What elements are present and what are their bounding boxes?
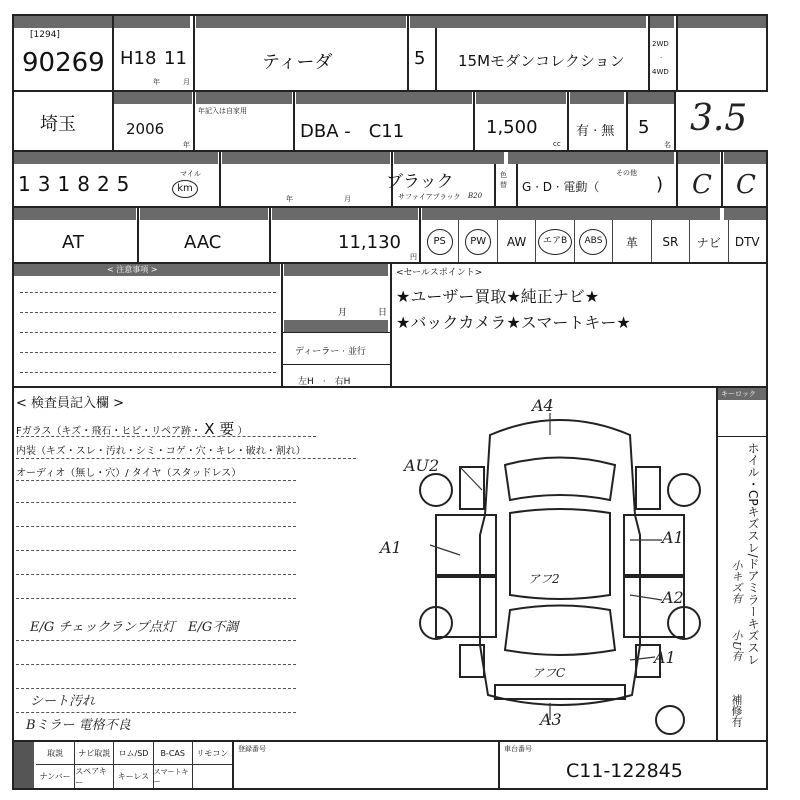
header-strip <box>422 208 720 220</box>
options-other: その他 <box>616 169 637 177</box>
inspector-label: < 検査員記入欄 > <box>16 396 125 411</box>
recycle-fee: 11,130 <box>338 232 401 253</box>
damage-roof: アフ2 <box>528 572 560 586</box>
header-strip <box>724 208 766 220</box>
aircon: AAC <box>184 232 222 253</box>
equipment-cell <box>729 220 766 264</box>
header-strip <box>394 152 504 164</box>
car-damage-diagram <box>400 395 720 740</box>
equipment-aw: AW <box>506 235 527 249</box>
bumper-rear <box>495 685 625 699</box>
accessory-manual: 取説 <box>36 742 75 765</box>
mileage-digit: 1 <box>57 172 71 196</box>
equipment-dtv: DTV <box>734 235 760 249</box>
notes-day: 日 <box>378 308 388 318</box>
header-strip <box>14 16 112 28</box>
mileage <box>18 172 178 200</box>
year-ad: 2006 <box>126 120 165 138</box>
seats: 5 <box>638 117 650 138</box>
side-panel-label: キーロック <box>721 390 756 398</box>
wheel-front-left <box>420 474 452 506</box>
year-unit: 年 <box>153 78 160 86</box>
accessory-rom-sd: ロム/SD <box>114 742 153 765</box>
row3-month-unit: 月 <box>344 195 351 203</box>
equipment-cell <box>575 220 613 264</box>
equipment-leather: 革 <box>625 235 638 250</box>
year-ad-unit: 年 <box>183 141 190 149</box>
car-outline <box>480 420 640 705</box>
windshield <box>505 458 615 501</box>
lot-number: 90269 <box>22 48 105 78</box>
lot-tag: [1294] <box>30 30 60 40</box>
chassis-number: C11-122845 <box>566 760 683 782</box>
damage-a1-rear: A1 <box>654 648 676 667</box>
mileage-digit: 3 <box>37 172 51 196</box>
displacement: 1,500 <box>486 117 538 138</box>
dealer-parallel: ディーラー · 並行 <box>295 347 366 357</box>
glass-close: ） <box>237 426 248 437</box>
glass-text: Fガラス（キズ・飛石・ヒビ・リペア跡・ <box>16 426 202 437</box>
color: ブラック <box>386 172 454 192</box>
drive-2wd: 2WD <box>652 40 669 48</box>
equipment-cell <box>690 220 728 264</box>
color-detail: サファイアブラック <box>398 193 461 201</box>
header-strip <box>222 152 390 164</box>
header-strip <box>508 152 674 164</box>
accessory-keyless: キーレス <box>114 765 153 788</box>
accessory-empty <box>193 765 232 788</box>
header-strip <box>296 92 472 104</box>
grade: 15Mモダンコレクション <box>458 52 625 70</box>
mileage-digit: 5 <box>116 172 130 196</box>
row3-year-unit: 年 <box>286 195 293 203</box>
header-strip <box>114 16 190 28</box>
notes-month: 月 <box>338 308 348 318</box>
year-era: H18 <box>120 48 157 69</box>
damage-trunk: アフC <box>532 666 566 680</box>
header-strip <box>14 208 136 220</box>
door-right-rear <box>624 577 684 637</box>
header-strip <box>570 92 624 104</box>
mile-label: マイル <box>180 170 201 178</box>
header-strip <box>650 16 674 28</box>
damage-a2: A2 <box>662 588 684 607</box>
door-left-front <box>436 515 496 575</box>
header-strip <box>628 92 674 104</box>
equipment-cell <box>652 220 690 264</box>
header-strip <box>272 208 418 220</box>
reg-note: 年記入は自家用 <box>198 107 247 115</box>
damage-a3: A3 <box>540 710 562 729</box>
damage-a1-right: A1 <box>662 528 684 547</box>
annotation-line <box>460 467 482 490</box>
equipment-cell <box>459 220 497 264</box>
glass-mark: X 要 <box>204 420 235 438</box>
accessories-grid <box>36 742 232 788</box>
interior-grade: C <box>692 170 712 200</box>
handwritten-engine-note: E/G チェックランプ点灯 E/G不調 <box>30 620 239 635</box>
km-circle: km <box>172 180 198 198</box>
equipment-ps: PS <box>427 229 453 255</box>
header-strip <box>410 16 646 28</box>
drive-4wd: 4WD <box>652 68 669 76</box>
month-unit: 月 <box>183 78 190 86</box>
accessory-navi-manual: ナビ取説 <box>75 742 114 765</box>
equipment-airbag: エアB <box>538 229 572 255</box>
header-strip <box>678 16 766 28</box>
mileage-digit: 1 <box>18 172 31 196</box>
equipment-sr: SR <box>662 235 679 249</box>
options-close: ) <box>656 174 664 195</box>
header-strip <box>196 16 406 28</box>
interior-note: 内装（キズ・スレ・汚れ・シミ・コゲ・穴・キレ・破れ・割れ） <box>16 446 306 457</box>
annotation-line <box>430 545 460 555</box>
roof <box>510 509 610 599</box>
equipment-cell <box>613 220 651 264</box>
notes-header <box>14 264 280 276</box>
notes-label: < 注意事項 > <box>107 265 158 274</box>
equipment-navi: ナビ <box>696 235 721 250</box>
yes-no: 有 · 無 <box>576 124 615 139</box>
accessory-remote: リモコン <box>193 742 232 765</box>
header-strip <box>114 92 192 104</box>
side-note-repair: 補修有 <box>730 694 743 727</box>
side-panel-header <box>718 388 766 400</box>
mileage-digit: 8 <box>77 172 90 196</box>
header-strip <box>140 208 268 220</box>
seats-unit: 名 <box>664 141 671 149</box>
rear-window <box>505 606 615 656</box>
equipment-abs: ABS <box>579 229 607 255</box>
sales-line-1: ★ユーザー買取★純正ナビ★ <box>396 287 600 306</box>
yen-unit: 円 <box>410 253 417 261</box>
accessory-spare-key: スペアキー <box>75 765 114 788</box>
first-reg-month: 11 <box>164 48 187 69</box>
door-left-rear <box>436 577 496 637</box>
side-note-scratch: 小キズ有 <box>730 560 743 604</box>
model-name: ティーダ <box>262 52 333 73</box>
header-strip <box>476 92 566 104</box>
equipment-cell <box>498 220 536 264</box>
spare-wheel <box>656 706 684 734</box>
annotation-line <box>630 595 662 600</box>
header-strip <box>284 320 388 332</box>
chassis-label: 車台番号 <box>504 745 532 753</box>
registration-label: 登録番号 <box>238 745 266 753</box>
sales-point-label: <セールスポイント> <box>396 268 483 278</box>
header-strip <box>284 264 388 276</box>
damage-a4: A4 <box>532 396 554 415</box>
exterior-grade: C <box>736 170 756 200</box>
color-change-label: 色替 <box>500 171 507 189</box>
handwritten-seat-note: シート汚れ <box>30 694 96 709</box>
equipment-row <box>421 220 766 264</box>
mileage-digit: 2 <box>96 172 110 196</box>
equipment-cell <box>421 220 459 264</box>
header-strip <box>678 152 720 164</box>
region: 埼玉 <box>40 114 76 135</box>
equipment-cell <box>536 220 574 264</box>
options: G · D · 電動（ <box>522 180 600 194</box>
header-strip <box>14 152 218 164</box>
fender-right-front <box>636 467 660 509</box>
color-code: B20 <box>468 192 483 200</box>
drive-dot: · <box>660 54 663 62</box>
header-strip <box>196 92 292 104</box>
equipment-pw: PW <box>465 229 491 255</box>
header-strip <box>724 152 766 164</box>
side-note-dent: 小U有 <box>730 630 743 662</box>
annotation-line <box>630 657 655 660</box>
accessory-plate: ナンバー <box>36 765 75 788</box>
cc-unit: cc <box>553 140 561 148</box>
score: 3.5 <box>690 98 748 139</box>
steering-side: 左H · 右H <box>298 377 351 387</box>
accessory-smart-key: スマートキー <box>154 765 193 788</box>
side-panel-vertical-text: ホイル・CPキズスレ/ドアミラーキズスレ <box>746 442 760 666</box>
transmission: AT <box>62 232 84 253</box>
sales-line-2: ★バックカメラ★スマートキー★ <box>396 313 631 332</box>
handwritten-mirror-note: Bミラー 電格不良 <box>26 718 131 733</box>
damage-a1-left: A1 <box>380 538 402 557</box>
accessory-bcas: B-CAS <box>154 742 193 765</box>
wheel-front-right <box>668 474 700 506</box>
damage-au2: AU2 <box>404 456 440 475</box>
door-count: 5 <box>414 48 426 69</box>
audio-note: オーディオ（無し・穴）/ タイヤ（スタッドレス） <box>16 468 242 479</box>
model-code: DBA - C11 <box>300 121 405 142</box>
